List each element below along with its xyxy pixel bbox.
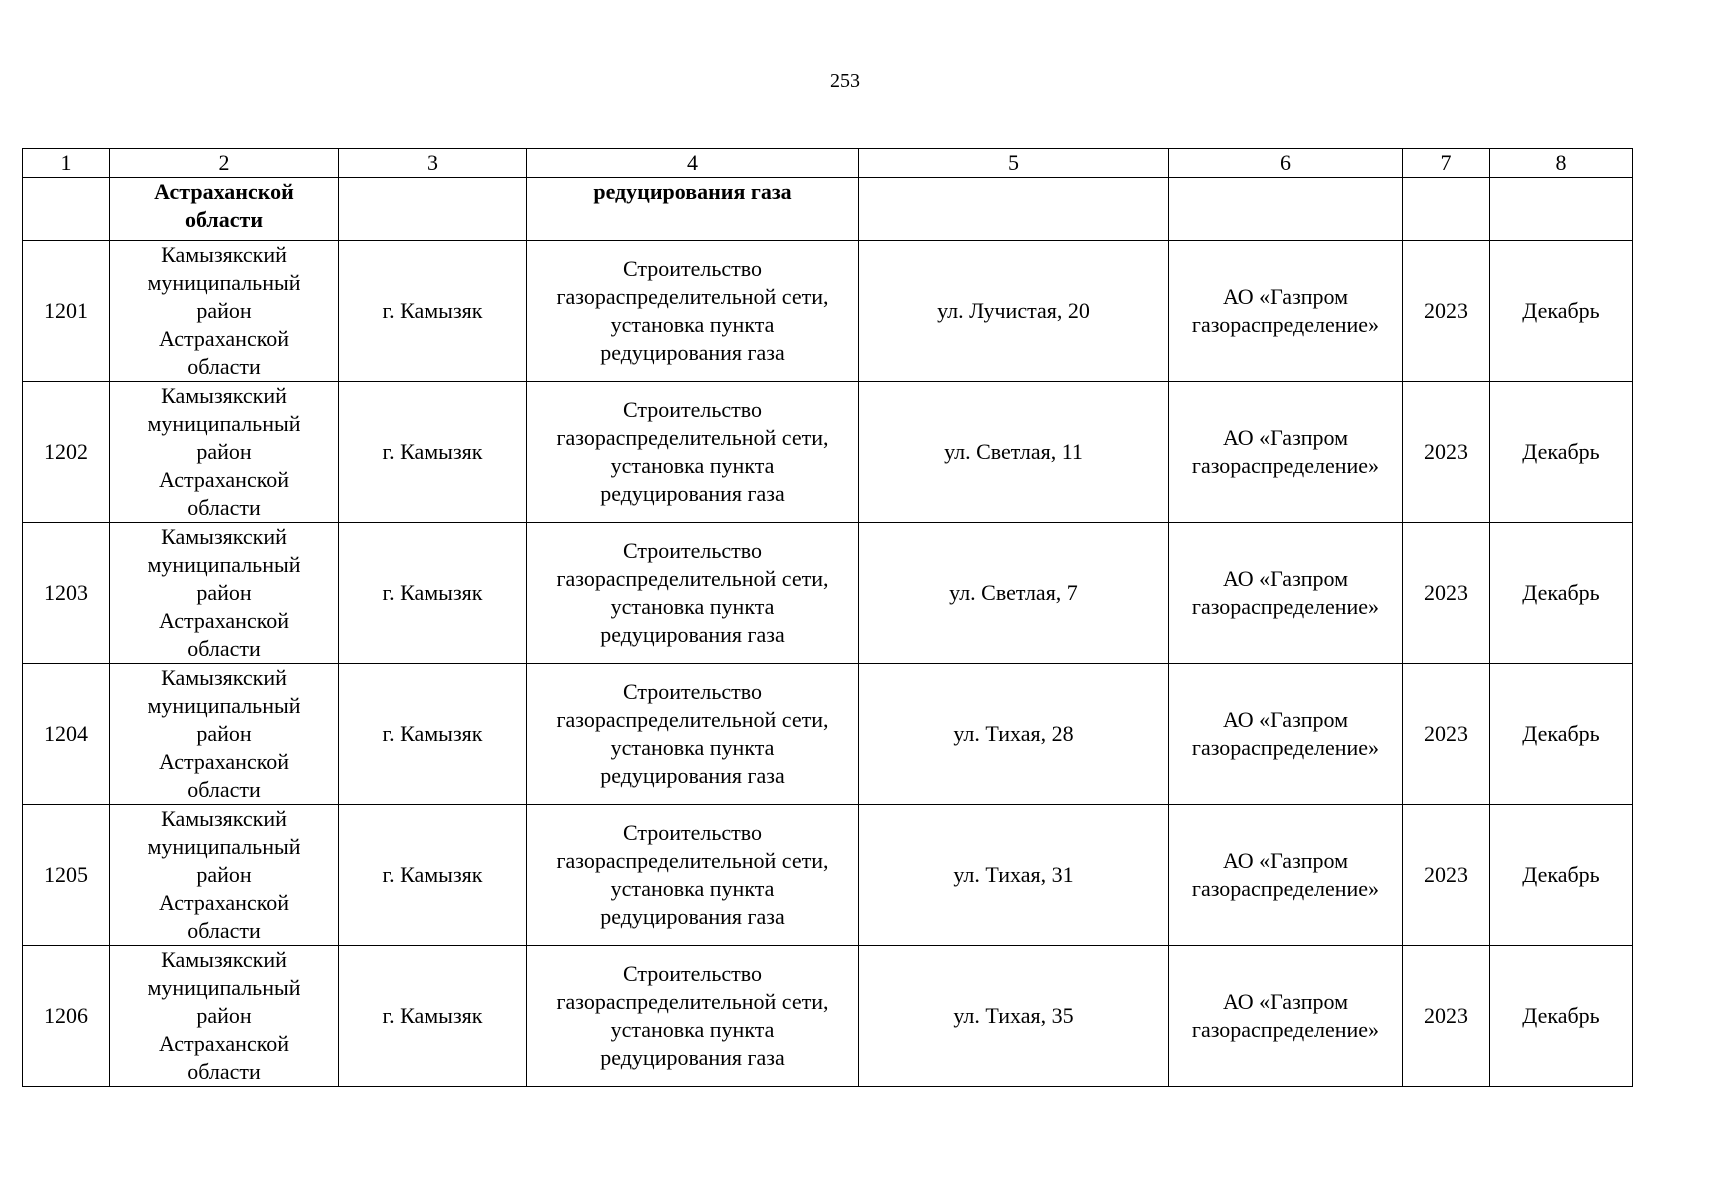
header-cell: 3 xyxy=(339,149,527,178)
cell-org-line: газораспределение» xyxy=(1191,594,1380,619)
cell-work-line: установка пункта xyxy=(610,876,775,901)
cell-org xyxy=(1169,664,1403,805)
cell-org-line: газораспределение» xyxy=(1191,453,1380,478)
cell-work xyxy=(527,241,859,382)
cell-number xyxy=(23,178,110,241)
cell-district-line: Камызякский xyxy=(161,524,287,549)
cell-address: ул. Тихая, 28 xyxy=(859,664,1169,805)
cell-district-line: муниципальный xyxy=(147,834,301,859)
cell-district-line: район xyxy=(196,439,252,464)
data-table xyxy=(22,148,1633,1087)
cell-district-line: Камызякский xyxy=(161,806,287,831)
cell-district-line: Астраханской xyxy=(158,608,290,633)
cell-district-line: район xyxy=(196,862,252,887)
cell-org-line: АО «Газпром xyxy=(1222,848,1349,873)
header-cell: 6 xyxy=(1169,149,1403,178)
cell-city: г. Камызяк xyxy=(339,241,527,382)
cell-month: Декабрь xyxy=(1490,382,1633,523)
header-cell: 8 xyxy=(1490,149,1633,178)
cell-year: 2023 xyxy=(1403,241,1490,382)
cell-work-line: установка пункта xyxy=(610,594,775,619)
cell-org xyxy=(1169,241,1403,382)
cell-district-line: области xyxy=(187,495,261,520)
continuation-row xyxy=(23,178,1633,241)
cell-city: г. Камызяк xyxy=(339,523,527,664)
cell-work-line: газораспределительной сети, xyxy=(556,425,829,450)
cell-month: Декабрь xyxy=(1490,241,1633,382)
table-row xyxy=(23,523,1633,664)
cell-city: г. Камызяк xyxy=(339,664,527,805)
cell-district xyxy=(110,805,339,946)
cell-work-line: газораспределительной сети, xyxy=(556,566,829,591)
cell-work-line: редуцирования газа xyxy=(600,1045,785,1070)
cell-work-line: редуцирования газа xyxy=(600,622,785,647)
cell-district xyxy=(110,178,339,241)
cell-district-line: муниципальный xyxy=(147,411,301,436)
cell-address: ул. Светлая, 11 xyxy=(859,382,1169,523)
cell-work-line: газораспределительной сети, xyxy=(556,848,829,873)
cell-city xyxy=(339,178,527,241)
cell-work xyxy=(527,523,859,664)
cell-district-line: Астраханской xyxy=(158,890,290,915)
cell-district-line: муниципальный xyxy=(147,270,301,295)
cell-org xyxy=(1169,523,1403,664)
cell-district xyxy=(110,241,339,382)
cell-number: 1205 xyxy=(23,805,110,946)
cell-org-line: АО «Газпром xyxy=(1222,989,1349,1014)
cell-district xyxy=(110,946,339,1087)
cell-city: г. Камызяк xyxy=(339,382,527,523)
work-line: редуцирования газа xyxy=(593,179,792,204)
cell-number: 1206 xyxy=(23,946,110,1087)
cell-district-line: области xyxy=(187,1059,261,1084)
cell-district-line: район xyxy=(196,580,252,605)
cell-org-line: АО «Газпром xyxy=(1222,284,1349,309)
district-line: области xyxy=(184,207,264,232)
cell-org xyxy=(1169,805,1403,946)
cell-year: 2023 xyxy=(1403,664,1490,805)
cell-work xyxy=(527,178,859,241)
cell-work-line: редуцирования газа xyxy=(600,481,785,506)
cell-number: 1201 xyxy=(23,241,110,382)
cell-year: 2023 xyxy=(1403,382,1490,523)
cell-year: 2023 xyxy=(1403,946,1490,1087)
cell-work xyxy=(527,805,859,946)
district-line: Астраханской xyxy=(154,179,294,204)
cell-district-line: области xyxy=(187,918,261,943)
cell-org-line: газораспределение» xyxy=(1191,876,1380,901)
cell-district-line: области xyxy=(187,636,261,661)
cell-work-line: установка пункта xyxy=(610,1017,775,1042)
cell-city: г. Камызяк xyxy=(339,805,527,946)
page-number: 253 xyxy=(830,70,860,92)
cell-address: ул. Лучистая, 20 xyxy=(859,241,1169,382)
cell-work-line: Строительство xyxy=(622,961,763,986)
cell-address: ул. Светлая, 7 xyxy=(859,523,1169,664)
header-cell: 1 xyxy=(23,149,110,178)
cell-district-line: район xyxy=(196,1003,252,1028)
cell-district-line: области xyxy=(187,777,261,802)
cell-month xyxy=(1490,178,1633,241)
cell-year xyxy=(1403,178,1490,241)
cell-org-line: АО «Газпром xyxy=(1222,425,1349,450)
cell-district-line: области xyxy=(187,354,261,379)
cell-work-line: установка пункта xyxy=(610,453,775,478)
cell-work-line: Строительство xyxy=(622,397,763,422)
cell-work-line: Строительство xyxy=(622,256,763,281)
cell-district-line: муниципальный xyxy=(147,693,301,718)
cell-work-line: Строительство xyxy=(622,820,763,845)
cell-org-line: газораспределение» xyxy=(1191,735,1380,760)
table-row xyxy=(23,382,1633,523)
cell-month: Декабрь xyxy=(1490,523,1633,664)
cell-month: Декабрь xyxy=(1490,946,1633,1087)
cell-address xyxy=(859,178,1169,241)
cell-address: ул. Тихая, 31 xyxy=(859,805,1169,946)
cell-work-line: редуцирования газа xyxy=(600,763,785,788)
cell-number: 1204 xyxy=(23,664,110,805)
cell-work-line: газораспределительной сети, xyxy=(556,707,829,732)
cell-district-line: муниципальный xyxy=(147,552,301,577)
cell-work xyxy=(527,946,859,1087)
cell-district xyxy=(110,523,339,664)
cell-work-line: редуцирования газа xyxy=(600,340,785,365)
table-row xyxy=(23,664,1633,805)
cell-district-line: Астраханской xyxy=(158,326,290,351)
header-cell: 5 xyxy=(859,149,1169,178)
cell-city: г. Камызяк xyxy=(339,946,527,1087)
cell-work-line: Строительство xyxy=(622,538,763,563)
cell-org xyxy=(1169,946,1403,1087)
cell-district-line: Камызякский xyxy=(161,665,287,690)
header-cell: 2 xyxy=(110,149,339,178)
cell-work-line: газораспределительной сети, xyxy=(556,284,829,309)
cell-org xyxy=(1169,178,1403,241)
cell-org-line: газораспределение» xyxy=(1191,1017,1380,1042)
cell-district-line: Астраханской xyxy=(158,749,290,774)
cell-work xyxy=(527,382,859,523)
table-row xyxy=(23,805,1633,946)
table-row xyxy=(23,946,1633,1087)
cell-district xyxy=(110,382,339,523)
cell-number: 1202 xyxy=(23,382,110,523)
cell-month: Декабрь xyxy=(1490,805,1633,946)
cell-district-line: Астраханской xyxy=(158,1031,290,1056)
cell-work-line: Строительство xyxy=(622,679,763,704)
header-row xyxy=(23,149,1633,178)
cell-org-line: АО «Газпром xyxy=(1222,566,1349,591)
cell-district-line: Камызякский xyxy=(161,947,287,972)
table-row xyxy=(23,241,1633,382)
cell-district-line: район xyxy=(196,298,252,323)
cell-number: 1203 xyxy=(23,523,110,664)
cell-district-line: район xyxy=(196,721,252,746)
cell-org xyxy=(1169,382,1403,523)
cell-address: ул. Тихая, 35 xyxy=(859,946,1169,1087)
cell-district-line: муниципальный xyxy=(147,975,301,1000)
cell-month: Декабрь xyxy=(1490,664,1633,805)
cell-work-line: установка пункта xyxy=(610,735,775,760)
header-cell: 7 xyxy=(1403,149,1490,178)
header-cell: 4 xyxy=(527,149,859,178)
cell-work-line: установка пункта xyxy=(610,312,775,337)
cell-district-line: Камызякский xyxy=(161,242,287,267)
cell-work-line: газораспределительной сети, xyxy=(556,989,829,1014)
cell-org-line: АО «Газпром xyxy=(1222,707,1349,732)
cell-district-line: Камызякский xyxy=(161,383,287,408)
cell-work-line: редуцирования газа xyxy=(600,904,785,929)
cell-year: 2023 xyxy=(1403,523,1490,664)
cell-work xyxy=(527,664,859,805)
cell-org-line: газораспределение» xyxy=(1191,312,1380,337)
cell-year: 2023 xyxy=(1403,805,1490,946)
cell-district-line: Астраханской xyxy=(158,467,290,492)
cell-district xyxy=(110,664,339,805)
